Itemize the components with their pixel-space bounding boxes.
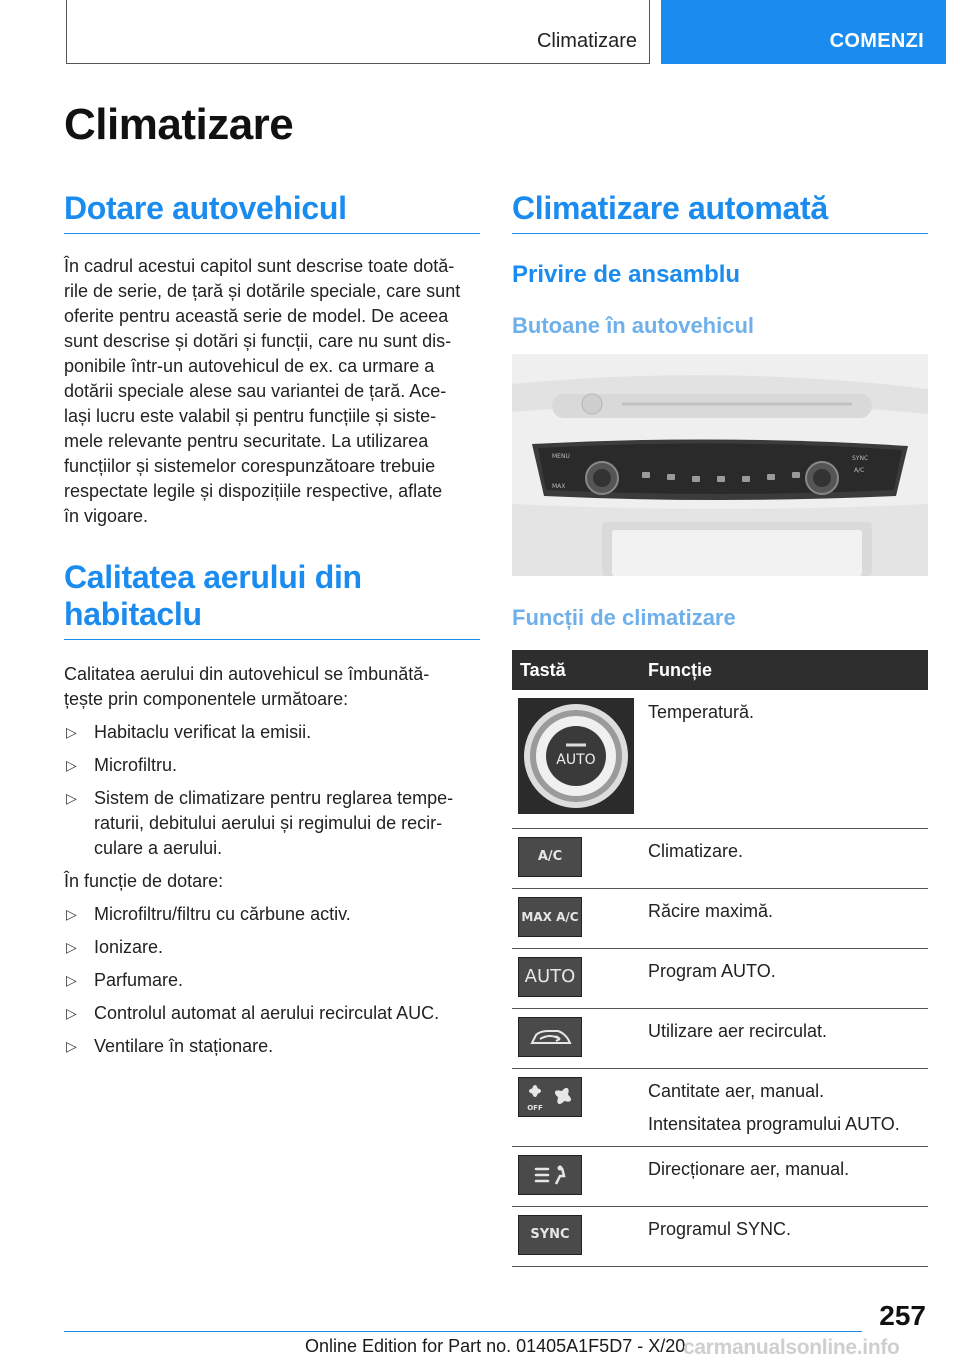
table-row [512,1147,928,1207]
bullet-arrow-icon: ▷ [66,972,77,988]
function-cell: Programul SYNC. [640,1207,928,1267]
key-cell [512,1069,640,1147]
watermark-logo: carmanualsonline.info [683,1336,900,1359]
table-row [512,949,928,1009]
column-header-functie: Funcție [640,650,928,690]
page-number: 257 [879,1300,926,1331]
list-item: ▷ Parfumare. [64,968,480,993]
photo-label-ac: A/C [854,467,865,474]
text-line: rile de serie, de țară și dotările speciale, care sunt [64,281,461,301]
text-line: respectate legile și dispozițiile respective, aflate [64,481,443,501]
text-line: mele relevante pentru securitate. La utilizarea [64,431,429,451]
header-section-title: Climatizare [536,30,637,52]
left-column [64,190,480,1059]
text-line: țește prin componentele următoare: [64,689,349,709]
function-cell: Răcire maximă. [640,889,928,949]
key-cell [512,1147,640,1207]
photo-label-menu: MENU [552,453,570,460]
text-line: funcțiilor și sistemelor corespunzătoare trebuie [64,456,436,476]
page-title: Climatizare [64,100,294,149]
photo-label-sync: SYNC [852,455,869,462]
key-cell [512,1009,640,1069]
climate-functions-table [512,650,928,1267]
key-cell [512,690,640,829]
chapter-tab-label: COMENZI [829,30,924,52]
text-line: ponibile într-un autovehicul de ex. ca urmare a [64,356,435,376]
text-line: oferite pentru această serie de model. De aceea [64,306,449,326]
text-line: raturii, debitului aerului și regimului de recir- [94,813,443,833]
subheading-privire: Privire de ansamblu [512,261,741,288]
section-heading-climatizare-automata: Climatizare automată [512,190,928,234]
table-row [512,1069,928,1147]
optional-equipment-list [64,902,480,1059]
fan-speed-button-icon [518,1077,582,1117]
list-item: ▷ Ionizare. [64,935,480,960]
fan-off-label: OFF [527,1104,543,1112]
table-header-row [512,650,928,690]
control-panel-photo [512,354,928,576]
photo-label-max: MAX [552,483,566,490]
chapter-tab[interactable] [661,0,946,64]
ac-button-icon: A/C [518,837,582,877]
dotare-paragraph [64,254,480,529]
temperature-knob-icon [518,698,634,814]
text-line: culare a aerului. [94,838,223,858]
text-line: Sistem de climatizare pentru reglarea tempe- [94,788,454,808]
edition-text: Online Edition for Part no. 01405A1F5D7 - X/20 [305,1336,686,1356]
key-cell [512,1207,640,1267]
bullet-arrow-icon: ▷ [66,906,77,922]
bullet-arrow-icon: ▷ [66,939,77,955]
recirculation-button-icon [518,1017,582,1057]
optional-label: În funcție de dotare: [64,871,224,891]
max-ac-button-icon: MAX A/C [518,897,582,937]
bullet-arrow-icon: ▷ [66,724,77,740]
air-distribution-button-icon [518,1155,582,1195]
knob-auto-label: AUTO [556,752,596,768]
calitatea-intro [64,662,480,712]
text-line: în vigoare. [64,506,149,526]
text-line: Calitatea aerului din autovehicul se îmbunătă- [64,664,430,684]
section-heading-calitatea [64,559,480,640]
sync-button-icon: SYNC [518,1215,582,1255]
heading-line: habitaclu [64,596,202,632]
text-line: În cadrul acestui capitol sunt descrise toate dotă- [64,256,455,276]
right-column [512,190,928,1267]
text-line: sunt descrise și dotări și funcții, care nu sunt dis- [64,331,452,351]
list-item: ▷ Controlul automat al aerului recirculat AUC. [64,1001,480,1026]
header-section-box [66,0,650,64]
bullet-arrow-icon: ▷ [66,1005,77,1021]
subheading-butoane: Butoane în autovehicul [512,313,755,338]
function-cell: Climatizare. [640,829,928,889]
function-cell: Direcționare aer, manual. [640,1147,928,1207]
table-row [512,1009,928,1069]
key-cell [512,889,640,949]
list-item: ▷ Microfiltru/filtru cu cărbune activ. [64,902,480,927]
table-row [512,690,928,829]
section-heading-dotare: Dotare autovehicul [64,190,480,234]
footer-divider [64,1331,862,1332]
air-quality-list [64,720,480,861]
bullet-arrow-icon: ▷ [66,1038,77,1054]
function-cell: Program AUTO. [640,949,928,1009]
function-cell: Cantitate aer, manual. Intensitatea programului AUTO. [640,1069,928,1147]
table-row [512,829,928,889]
key-cell [512,949,640,1009]
text-line: dotării speciale alese sau variantei de țară. Ace- [64,381,447,401]
function-cell: Temperatură. [640,690,928,829]
key-cell [512,829,640,889]
heading-line: Calitatea aerului din [64,559,362,595]
function-cell: Utilizare aer recirculat. [640,1009,928,1069]
list-item: ▷ Habitaclu verificat la emisii. [64,720,480,745]
subheading-functii: Funcții de climatizare [512,605,736,630]
table-row [512,889,928,949]
text-line: lași lucru este valabil și pentru funcțiile și siste- [64,406,437,426]
bullet-arrow-icon: ▷ [66,790,77,806]
list-item: ▷ Ventilare în staționare. [64,1034,480,1059]
list-item: ▷ Microfiltru. [64,753,480,778]
control-panel-illustration [512,354,928,576]
table-row [512,1207,928,1267]
column-header-tasta: Tastă [512,650,640,690]
bullet-arrow-icon: ▷ [66,757,77,773]
list-item [64,786,480,861]
auto-button-icon: AUTO [518,957,582,997]
